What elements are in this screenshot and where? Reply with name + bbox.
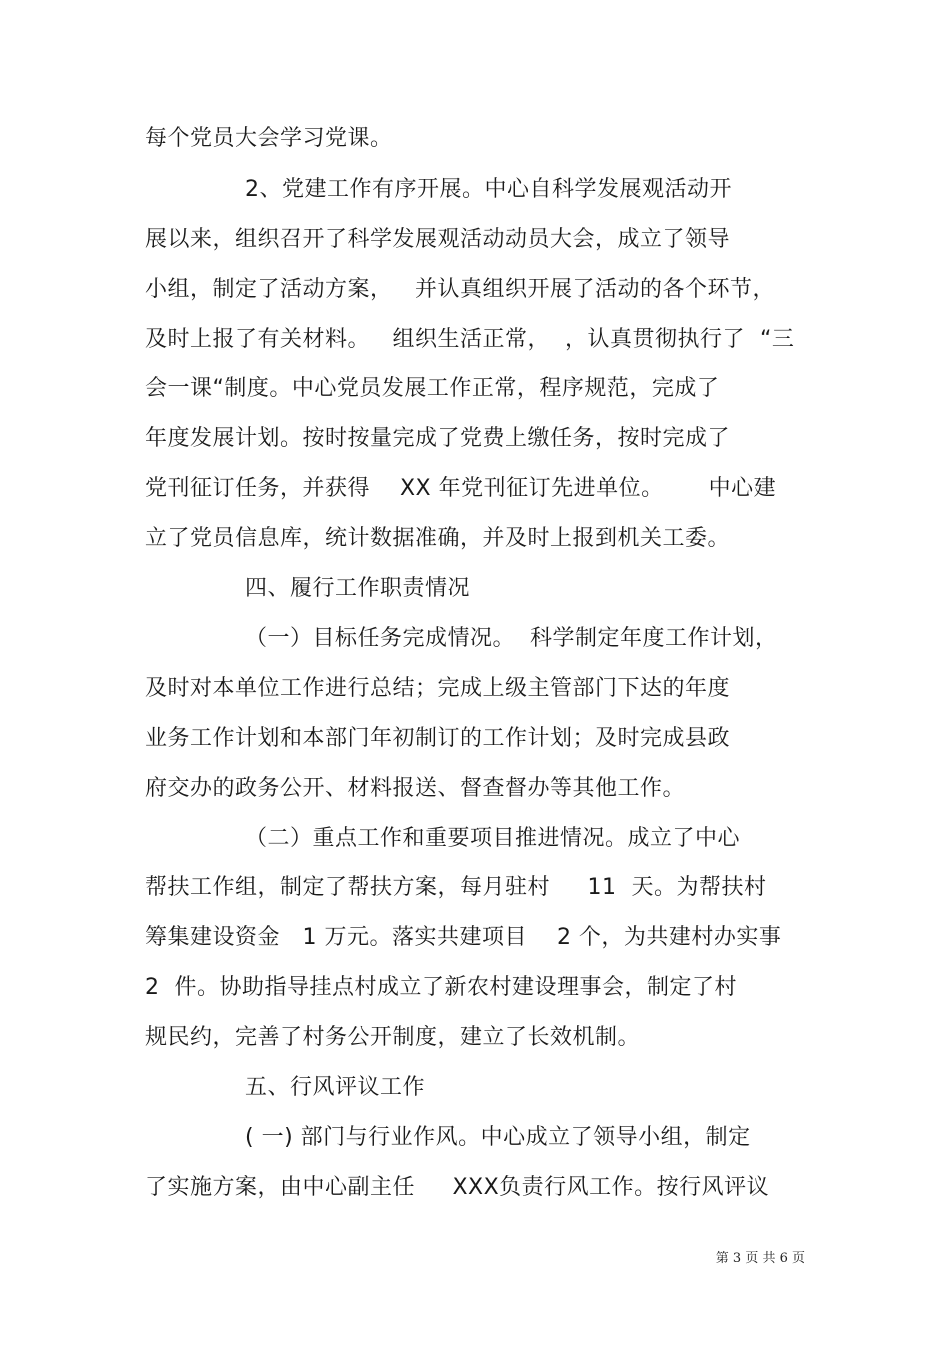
text-line: 小组，制定了活动方案， 并认真组织开展了活动的各个环节， — [145, 277, 775, 302]
text-line: 府交办的政务公开、材料报送、督查督办等其他工作。 — [145, 776, 686, 801]
text-line: 规民约，完善了村务公开制度，建立了长效机制。 — [145, 1025, 641, 1050]
section-heading: 四、履行工作职责情况 — [245, 576, 471, 601]
text-line: 业务工作计划和本部门年初制订的工作计划；及时完成县政 — [145, 726, 731, 751]
text-line: 会一课“制度。中心党员发展工作正常，程序规范，完成了 — [145, 376, 720, 401]
text-line: 年度发展计划。按时按量完成了党费上缴任务，按时完成了 — [145, 426, 731, 451]
text-line: 及时对本单位工作进行总结；完成上级主管部门下达的年度 — [145, 676, 731, 701]
text-line: 2、党建工作有序开展。中心自科学发展观活动开 — [245, 177, 732, 202]
text-line: 立了党员信息库，统计数据准确，并及时上报到机关工委。 — [145, 526, 731, 551]
text-line: 党刊征订任务，并获得 XX 年党刊征订先进单位。 中心建 — [145, 476, 777, 501]
text-line: 及时上报了有关材料。 组织生活正常， ，认真贯彻执行了 “三 — [145, 327, 795, 352]
text-line: （一）目标任务完成情况。 科学制定年度工作计划， — [245, 626, 778, 651]
section-heading: 五、行风评议工作 — [245, 1075, 426, 1100]
text-line: （二）重点工作和重要项目推进情况。成立了中心 — [245, 826, 741, 851]
page-number-footer: 第 3 页 共 6 页 — [715, 1251, 805, 1266]
text-line: 展以来，组织召开了科学发展观活动动员大会，成立了领导 — [145, 227, 731, 252]
text-line: 了实施方案，由中心副主任 XXX负责行风工作。按行风评议 — [145, 1175, 770, 1200]
text-line: 每个党员大会学习党课。 — [145, 126, 393, 151]
text-line: ( 一) 部门与行业作风。中心成立了领导小组，制定 — [245, 1125, 751, 1150]
text-line: 2 件。协助指导挂点村成立了新农村建设理事会，制定了村 — [145, 975, 737, 1000]
text-line: 筹集建设资金 1 万元。落实共建项目 2 个，为共建村办实事 — [145, 925, 782, 950]
text-line: 帮扶工作组，制定了帮扶方案，每月驻村 11 天。为帮扶村 — [145, 875, 767, 900]
